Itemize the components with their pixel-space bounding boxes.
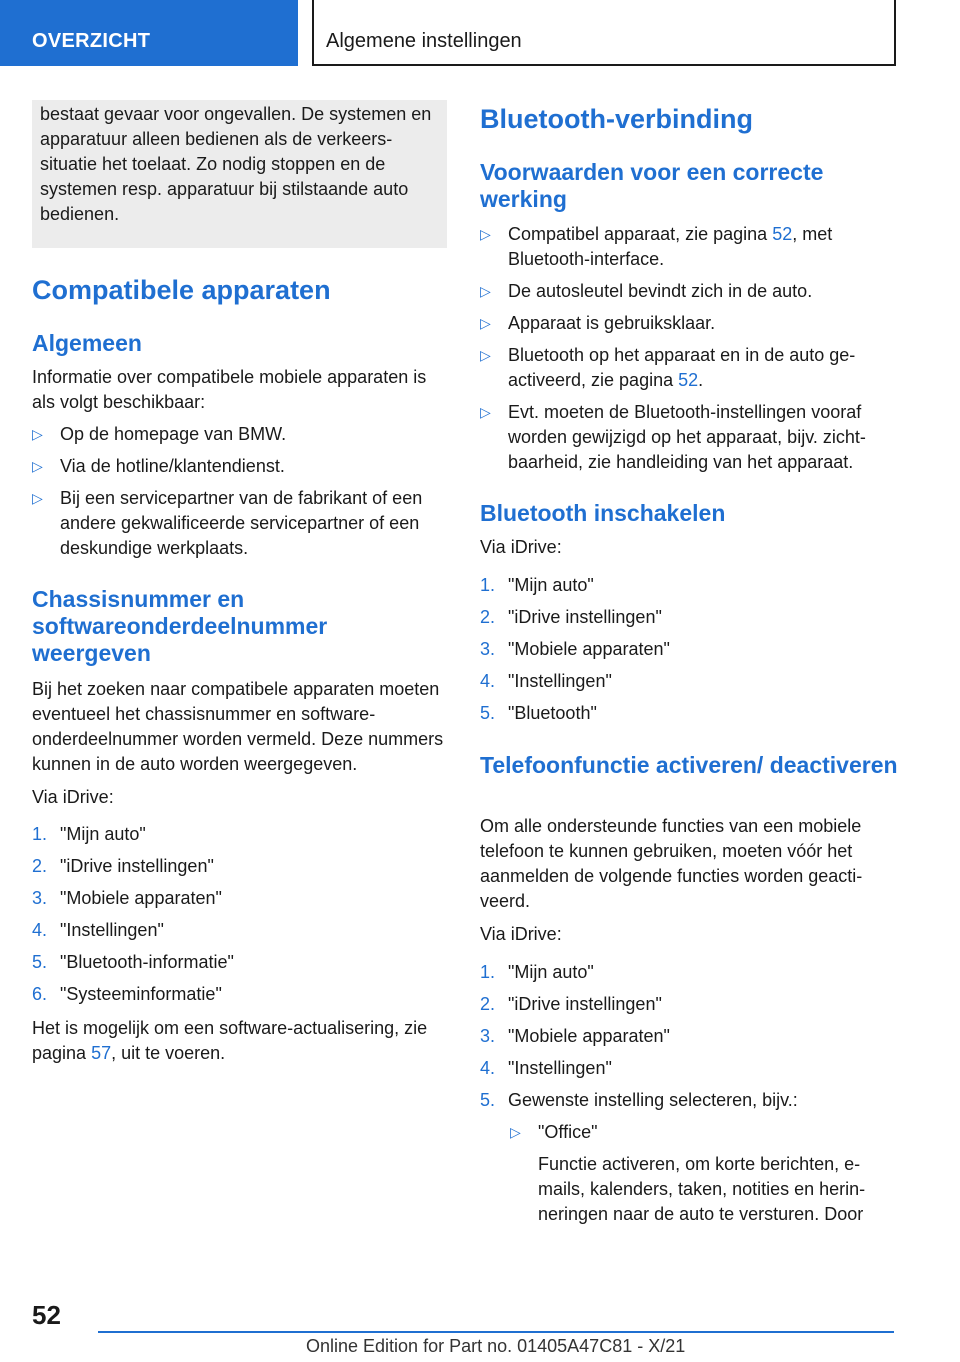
heading-bluetooth-connection: Bluetooth-verbinding — [480, 104, 753, 134]
list-item: 6. "Systeeminformatie" — [32, 984, 222, 1004]
list-item: 1. "Mijn auto" — [480, 962, 594, 982]
list-item: 5. Gewenste instelling selecteren, bijv.: — [480, 1090, 798, 1110]
page-header — [0, 0, 960, 66]
list-item: 2. "iDrive instellingen" — [32, 856, 214, 876]
list-item: 5. "Bluetooth" — [480, 703, 597, 723]
list-item: ▷ Evt. moeten de Bluetooth-instellingen vooraf worden gewijzigd op het apparaat, bijv. zichtbaarheid, zie handleiding van het apparaat. — [480, 402, 866, 472]
triangle-bullet-icon: ▷ — [480, 404, 491, 420]
general-intro: Informatie over compatibele mobiele apparaten is als volgt beschikbaar: — [32, 367, 427, 412]
list-item: 2. "iDrive instellingen" — [480, 607, 662, 627]
phone-function-text: Om alle ondersteunde functies van een mobiele telefoon te kunnen gebruiken, moeten vóór het aanmelden de volgende functies worden geactiveerd. — [480, 816, 863, 911]
triangle-bullet-icon: ▷ — [32, 458, 43, 474]
triangle-bullet-icon: ▷ — [32, 490, 43, 506]
list-item: ▷ Apparaat is gebruiksklaar. — [480, 311, 900, 336]
list-item: 4. "Instellingen" — [32, 920, 164, 940]
list-item: 1. "Mijn auto" — [32, 824, 146, 844]
list-item: ▷ Compatibel apparaat, zie pagina 52, met Bluetooth-interface. — [480, 224, 833, 269]
triangle-bullet-icon: ▷ — [480, 347, 491, 363]
list-item: 3. "Mobiele apparaten" — [480, 1026, 670, 1046]
warning-note-text: bestaat gevaar voor ongevallen. De systemen en apparatuur alleen bedienen als de verkeerssituatie het toelaat. Zo nodig stoppen en de systemen resp. apparatuur bij stilstaande auto bedienen. — [40, 104, 432, 224]
heading-requirements: Voorwaarden voor een correcte werking — [480, 159, 824, 212]
heading-bluetooth-enable: Bluetooth inschakelen — [480, 500, 726, 526]
triangle-bullet-icon: ▷ — [32, 426, 43, 442]
page-link[interactable]: 57 — [91, 1043, 112, 1063]
enable-steps-list — [480, 573, 900, 733]
page-number: 52 — [32, 1300, 61, 1330]
list-item: 2. "iDrive instellingen" — [480, 994, 662, 1014]
list-item: ▷ Bij een servicepartner van de fabrikant of een andere gekwalificeerde servicepartner of een deskundige werkplaats. — [32, 488, 423, 558]
heading-compatible-devices: Compatibele apparaten — [32, 275, 331, 305]
section-tab[interactable]: OVERZICHT — [0, 0, 298, 66]
list-item: 5. "Bluetooth-informatie" — [32, 952, 234, 972]
via-idrive-label: Via iDrive: — [480, 924, 562, 944]
page-link[interactable]: 52 — [772, 224, 793, 244]
chassis-text: Bij het zoeken naar compatibele apparaten moeten eventueel het chassisnummer en softwareonderdeelnummer worden vermeld. Deze nummers kunnen in de auto worden weergegeven. — [32, 679, 444, 774]
page-link[interactable]: 52 — [678, 370, 699, 390]
list-item: 4. "Instellingen" — [480, 1058, 612, 1078]
update-text: Het is mogelijk om een software-actualisering, zie pagina 57, uit te voeren. — [32, 1018, 428, 1063]
list-item: 1. "Mijn auto" — [480, 575, 594, 595]
list-item: ▷ Bluetooth op het apparaat en in de auto geactiveerd, zie pagina 52. — [480, 345, 856, 390]
list-item: 3. "Mobiele apparaten" — [32, 888, 222, 908]
general-bullet-list — [32, 422, 447, 568]
triangle-bullet-icon: ▷ — [510, 1124, 521, 1140]
chassis-steps-list — [32, 822, 447, 1014]
list-item: 4. "Instellingen" — [480, 671, 612, 691]
list-item: ▷ Via de hotline/klantendienst. — [32, 454, 447, 479]
triangle-bullet-icon: ▷ — [480, 315, 491, 331]
list-item: 3. "Mobiele apparaten" — [480, 639, 670, 659]
heading-phone-function: Telefoonfunctie activeren/ deactiveren — [480, 752, 898, 778]
footer-divider — [98, 1331, 894, 1333]
warning-note — [32, 100, 447, 248]
list-item — [510, 1120, 900, 1227]
list-item: ▷ De autosleutel bevindt zich in de auto. — [480, 279, 900, 304]
heading-chassis-number: Chassisnummer en softwareonderdeelnummer weergeven — [32, 586, 328, 666]
triangle-bullet-icon: ▷ — [480, 283, 491, 299]
requirements-bullet-list — [480, 222, 900, 482]
list-item: ▷ Op de homepage van BMW. — [32, 422, 447, 447]
triangle-bullet-icon: ▷ — [480, 226, 491, 242]
office-label: "Office" — [538, 1122, 598, 1142]
footer-edition: Online Edition for Part no. 01405A47C81 - X/21 — [306, 1336, 686, 1356]
via-idrive-label: Via iDrive: — [32, 787, 114, 807]
heading-general: Algemeen — [32, 330, 142, 356]
chapter-title: Algemene instellingen — [312, 0, 896, 66]
office-sub-list — [510, 1120, 900, 1227]
via-idrive-label: Via iDrive: — [480, 537, 562, 557]
office-description: Functie activeren, om korte berichten, e-mails, kalenders, taken, notities en herinneringen naar de auto te versturen. Door — [538, 1154, 866, 1224]
phone-steps-list — [480, 960, 900, 1120]
